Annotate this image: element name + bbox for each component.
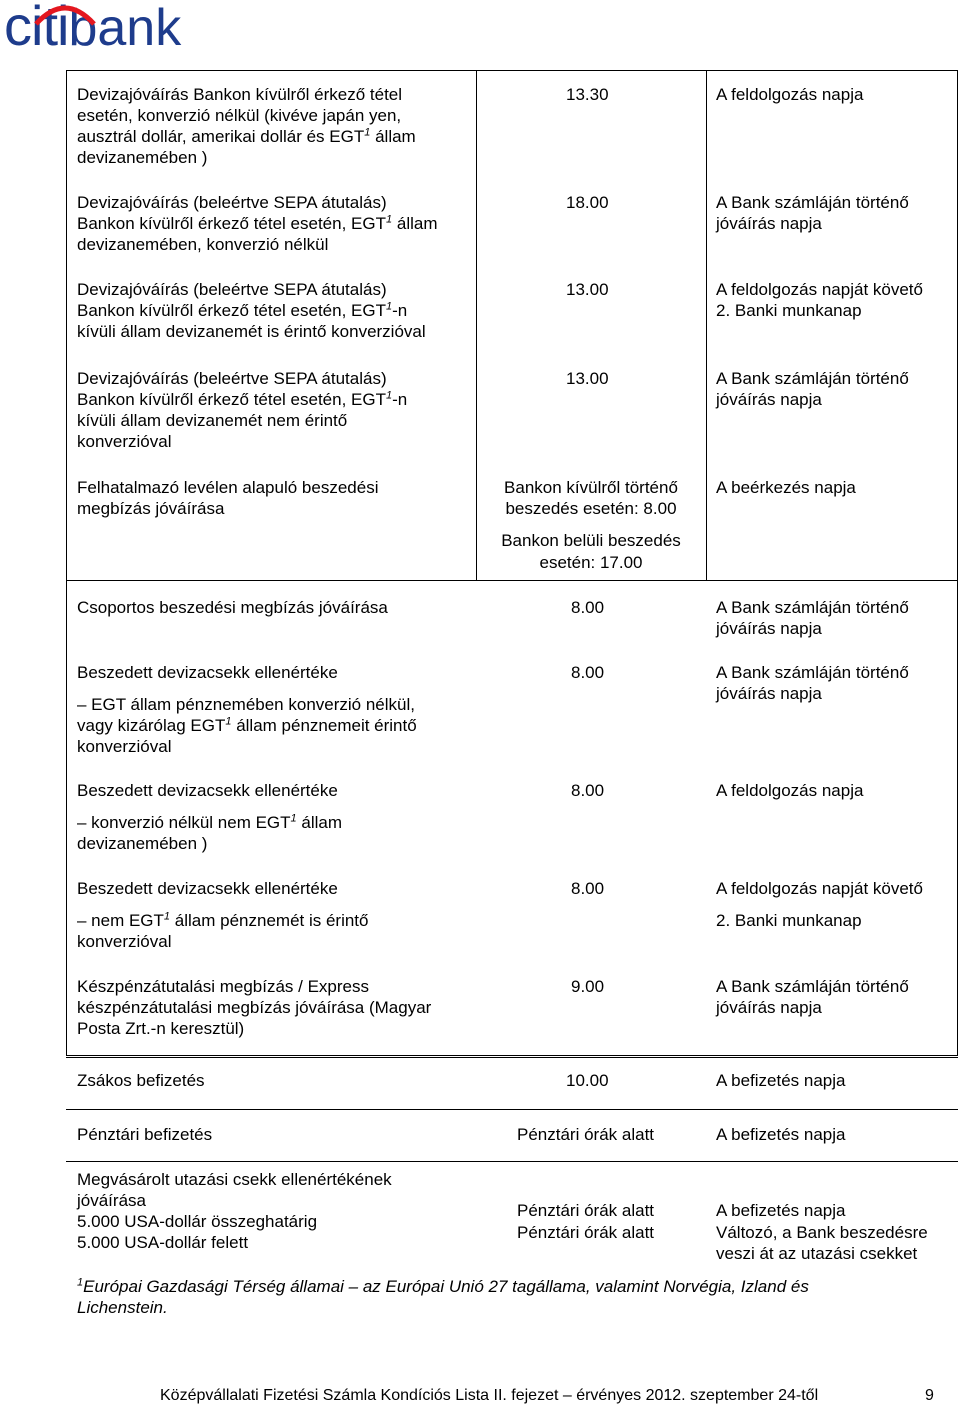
- row-desc-line: devizanemében, konverzió nélkül: [77, 235, 329, 254]
- page-number: 9: [925, 1387, 934, 1404]
- row-value-date: A feldolgozás napja: [716, 781, 864, 800]
- row-cutoff-time: beszedés esetén: 8.00: [505, 499, 677, 518]
- row-desc-line: – nem EGT$^1$ állam pénznemét is érintő: [77, 910, 369, 930]
- row-desc-line: Devizajóváírás (beleértve SEPA átutalás): [77, 369, 387, 388]
- row-value-date: jóváírás napja: [716, 998, 822, 1017]
- row-cutoff-time: Pénztári órák alatt: [517, 1201, 655, 1220]
- row-cutoff-time: Bankon belüli beszedés: [501, 531, 681, 550]
- row-desc-line: Bankon kívülről érkező tétel esetén, EGT$^1$-n: [77, 300, 408, 320]
- row-desc-line: Beszedett devizacsekk ellenértéke: [77, 879, 338, 898]
- row-desc-line: Beszedett devizacsekk ellenértéke: [77, 781, 338, 800]
- row-divider: [66, 580, 958, 581]
- row-value-date: jóváírás napja: [716, 214, 822, 233]
- row-desc-line: Devizajóváírás (beleértve SEPA átutalás): [77, 193, 387, 212]
- row-desc-line: vagy kizárólag EGT$^1$ állam pénznemeit érintő: [77, 715, 417, 735]
- row-value-date: A Bank számláján történő: [716, 193, 909, 212]
- row-cutoff-time: 13.00: [566, 369, 609, 388]
- row-value-date: 2. Banki munkanap: [716, 911, 862, 930]
- row-cutoff-time: 18.00: [566, 193, 609, 212]
- logo-citi-text: citi: [4, 0, 69, 57]
- row-value-date: jóváírás napja: [716, 684, 822, 703]
- row-value-date: A beérkezés napja: [716, 478, 856, 497]
- row-desc-line: Devizajóváírás (beleértve SEPA átutalás): [77, 280, 387, 299]
- row-desc-line: megbízás jóváírása: [77, 499, 225, 518]
- row-cutoff-time: 9.00: [571, 977, 605, 996]
- row-desc-line: Pénztári befizetés: [77, 1125, 213, 1144]
- row-desc-line: Készpénzátutalási megbízás / Express: [77, 977, 369, 996]
- row-cutoff-time: 8.00: [571, 663, 605, 682]
- row-desc-line: 5.000 USA-dollár felett: [77, 1233, 249, 1252]
- footnote: $^1$Európai Gazdasági Térség államai – az Európai Unió 27 tagállama, valamint Norvégia, Izland és: [77, 1276, 809, 1296]
- row-desc-line: devizanemében ): [77, 148, 208, 167]
- row-cutoff-time: esetén: 17.00: [539, 553, 643, 572]
- row-value-date: A Bank számláján történő: [716, 663, 909, 682]
- row-desc-line: kívüli állam devizanemét is érintő konverzióval: [77, 322, 426, 341]
- row-desc-line: készpénzátutalási megbízás jóváírása (Magyar: [77, 998, 432, 1017]
- row-desc-line: jóváírása: [77, 1191, 146, 1210]
- row-desc-line: konverzióval: [77, 737, 172, 756]
- row-desc-line: Megvásárolt utazási csekk ellenértékének: [77, 1170, 392, 1189]
- row-cutoff-time: Pénztári órák alatt: [517, 1125, 655, 1144]
- row-desc-line: ausztrál dollár, amerikai dollár és EGT$^1$ állam: [77, 126, 416, 146]
- row-desc-line: – konverzió nélkül nem EGT$^1$ állam: [77, 812, 343, 832]
- row-value-date: Változó, a Bank beszedésre: [716, 1223, 928, 1242]
- row-value-date: A feldolgozás napját követő: [716, 879, 923, 898]
- row-value-date: jóváírás napja: [716, 619, 822, 638]
- row-value-date: A feldolgozás napját követő: [716, 280, 923, 299]
- row-desc-line: konverzióval: [77, 432, 172, 451]
- logo-bank-text: bank: [68, 0, 182, 57]
- row-desc-line: Posta Zrt.-n keresztül): [77, 1019, 245, 1038]
- row-cutoff-time: 8.00: [571, 598, 605, 617]
- logo-arc-icon: [34, 0, 96, 26]
- row-cutoff-time: 10.00: [566, 1071, 609, 1090]
- page-footer-text: Középvállalati Fizetési Számla Kondíciós Lista II. fejezet – érvényes 2012. szeptember 24-től: [160, 1387, 819, 1404]
- row-desc-line: Felhatalmazó levélen alapuló beszedési: [77, 478, 379, 497]
- row-desc-line: Devizajóváírás Bankon kívülről érkező tétel: [77, 85, 403, 104]
- row-cutoff-time: Bankon kívülről történő: [504, 478, 678, 497]
- row-value-date: A Bank számláján történő: [716, 369, 909, 388]
- row-value-date: A feldolgozás napja: [716, 85, 864, 104]
- row-cutoff-time: 13.00: [566, 280, 609, 299]
- row-value-date: 2. Banki munkanap: [716, 301, 862, 320]
- row-desc-line: Bankon kívülről érkező tétel esetén, EGT$^1$-n: [77, 389, 408, 409]
- footnote-line: Lichenstein.: [77, 1298, 168, 1317]
- row-value-date: A Bank számláján történő: [716, 977, 909, 996]
- row-desc-line: konverzióval: [77, 932, 172, 951]
- row-value-date: A befizetés napja: [716, 1125, 846, 1144]
- row-divider: [66, 1161, 958, 1162]
- row-desc-line: 5.000 USA-dollár összeghatárig: [77, 1212, 318, 1231]
- row-value-date: A befizetés napja: [716, 1071, 846, 1090]
- row-desc-line: – EGT állam pénznemében konverzió nélkül,: [77, 695, 415, 714]
- row-value-date: A befizetés napja: [716, 1201, 846, 1220]
- row-cutoff-time: 13.30: [566, 85, 609, 104]
- row-value-date: jóváírás napja: [716, 390, 822, 409]
- row-divider: [66, 1109, 958, 1110]
- row-cutoff-time: 8.00: [571, 879, 605, 898]
- row-cutoff-time: 8.00: [571, 781, 605, 800]
- row-desc-line: kívüli állam devizanemét nem érintő: [77, 411, 348, 430]
- row-value-date: A Bank számláján történő: [716, 598, 909, 617]
- row-desc-line: esetén, konverzió nélkül (kivéve japán yen,: [77, 106, 402, 125]
- citibank-logo: [4, 0, 181, 56]
- row-desc-line: Csoportos beszedési megbízás jóváírása: [77, 598, 388, 617]
- row-desc-line: Zsákos befizetés: [77, 1071, 205, 1090]
- row-value-date: veszi át az utazási csekket: [716, 1244, 918, 1263]
- row-desc-line: Bankon kívülről érkező tétel esetén, EGT$^1$ állam: [77, 213, 438, 233]
- row-desc-line: Beszedett devizacsekk ellenértéke: [77, 663, 338, 682]
- row-desc-line: devizanemében ): [77, 834, 208, 853]
- row-divider: [66, 1057, 958, 1058]
- row-cutoff-time: Pénztári órák alatt: [517, 1223, 655, 1242]
- col-divider-2: [706, 70, 707, 580]
